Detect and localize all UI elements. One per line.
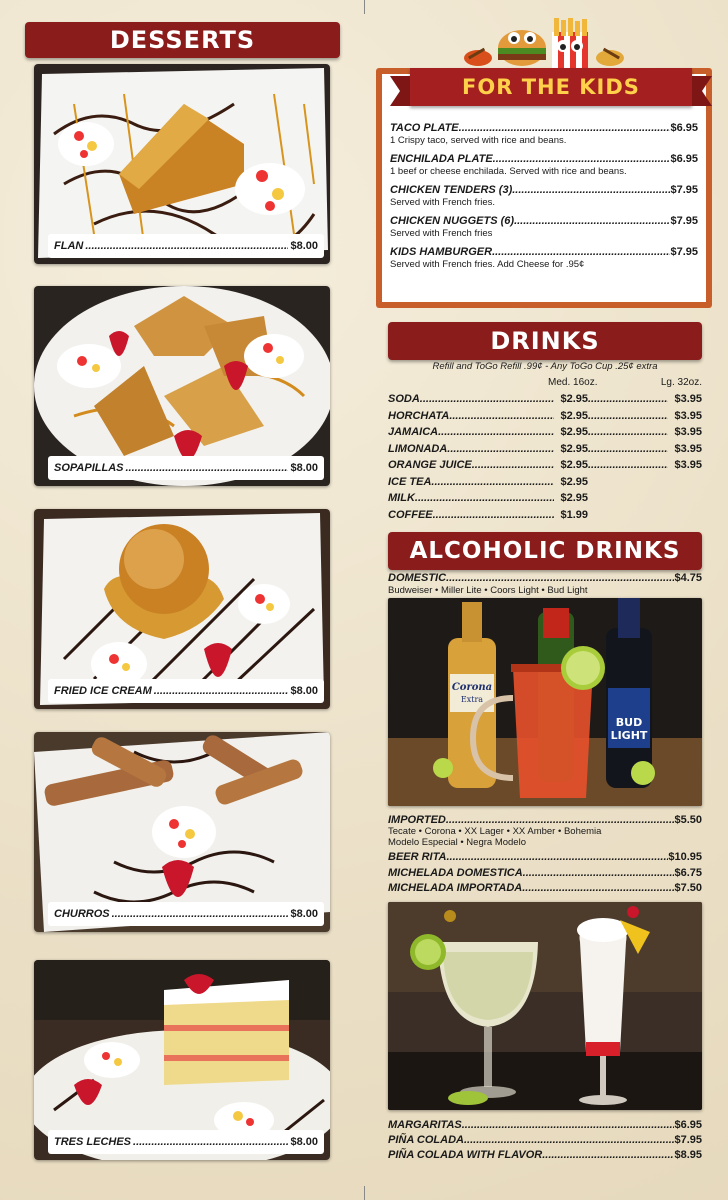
kids-menu-list: [390, 122, 698, 277]
item-price: $8.00: [290, 1136, 318, 1148]
item-price: $10.95: [668, 851, 702, 863]
item-name: MICHELADA IMPORTADA: [388, 882, 523, 894]
drink-row-jamaica: [388, 424, 702, 441]
leader-dots: [588, 426, 668, 438]
leader-dots: [154, 685, 289, 697]
dessert-card-tres-leches: [34, 960, 330, 1160]
menu-item-beer-rita: [388, 851, 702, 863]
item-name: TRES LECHES: [54, 1136, 132, 1148]
item-price: $8.95: [674, 1149, 702, 1161]
item-price: $7.95: [670, 184, 698, 196]
drink-row-orange-juice: [388, 457, 702, 474]
price-large: $3.95: [674, 459, 702, 472]
item-price: $5.50: [674, 814, 702, 826]
leader-dots: [588, 393, 668, 405]
item-price: $8.00: [290, 462, 318, 474]
leader-dots: [462, 1119, 675, 1131]
menu-item-fried-ice-cream: [48, 679, 324, 703]
price-medium: $2.95: [560, 426, 588, 439]
item-name: MARGARITAS: [388, 1119, 462, 1131]
leader-dots: [464, 1134, 674, 1146]
cocktails-photo: [388, 902, 702, 1110]
drinks-heading: DRINKS: [388, 322, 702, 360]
item-name: CHURROS: [54, 908, 110, 920]
item-price: $6.95: [670, 122, 698, 134]
item-name: ICE TEA: [388, 475, 432, 488]
dessert-card-sopapillas: [34, 286, 330, 486]
price-large: $3.95: [674, 442, 702, 455]
page-fold-mark: [364, 1186, 365, 1200]
leader-dots: [472, 459, 554, 471]
price-medium: $2.95: [560, 393, 588, 406]
menu-item-domestic: [388, 572, 702, 584]
price-medium: $2.95: [560, 409, 588, 422]
item-description: Served with French fries: [390, 228, 493, 239]
menu-item-chicken-nuggets: [390, 215, 698, 239]
leader-dots: [85, 240, 288, 252]
item-name: ENCHILADA PLATE: [390, 153, 493, 165]
price-large: $3.95: [674, 426, 702, 439]
bud-light-label-text: LIGHT: [610, 729, 648, 742]
price-medium: $2.95: [560, 492, 588, 505]
dessert-card-flan: [34, 64, 330, 264]
corona-label-text: Corona: [451, 682, 493, 693]
leader-dots: [459, 122, 671, 134]
alcoholic-drinks-heading: ALCOHOLIC DRINKS: [388, 532, 702, 570]
item-name: ORANGE JUICE: [388, 459, 472, 472]
item-name: PIÑA COLADA: [388, 1134, 464, 1146]
domestic-beer-list: Budweiser • Miller Lite • Coors Light • Bud Light: [388, 585, 588, 596]
item-price: $7.95: [670, 246, 698, 258]
item-description: Served with French fries.: [390, 197, 496, 208]
kids-heading: FOR THE KIDS: [410, 68, 692, 106]
price-medium: $2.95: [560, 442, 588, 455]
menu-item-sopapillas: [48, 456, 324, 480]
menu-item-michelada-importada: [388, 882, 702, 894]
menu-item-tres-leches: [48, 1130, 324, 1154]
leader-dots: [588, 459, 668, 471]
size-large-label: Lg. 32oz.: [660, 377, 702, 388]
item-name: DOMESTIC: [388, 572, 447, 584]
drink-row-soda: [388, 391, 702, 408]
item-price: $8.00: [290, 685, 318, 697]
drink-row-ice-tea: [388, 474, 702, 491]
menu-item-michelada-domestica: [388, 867, 702, 879]
margarita-pina-colada-photo: [388, 902, 702, 1110]
kids-menu-box: [376, 68, 712, 308]
item-price: $7.95: [670, 215, 698, 227]
leader-dots: [588, 443, 668, 455]
item-price: $7.95: [674, 1134, 702, 1146]
imported-beer-list-line2: Modelo Especial • Negra Modelo: [388, 837, 526, 848]
leader-dots: [415, 492, 554, 504]
beer-photo: [388, 598, 702, 806]
leader-dots: [523, 867, 675, 879]
item-description: 1 beef or cheese enchilada. Served with rice and beans.: [390, 166, 627, 177]
beer-bottles-michelada-photo: [388, 598, 702, 806]
item-name: TACO PLATE: [390, 122, 459, 134]
leader-dots: [447, 443, 554, 455]
drink-row-horchata: [388, 408, 702, 425]
item-name: SOPAPILLAS: [54, 462, 124, 474]
leader-dots: [446, 851, 668, 863]
item-description: Served with French fries. Add Cheese for .95¢: [390, 259, 585, 270]
menu-item-imported: [388, 814, 702, 826]
item-price: $7.50: [674, 882, 702, 894]
leader-dots: [449, 410, 554, 422]
leader-dots: [522, 882, 674, 894]
menu-item-chicken-tenders: [390, 184, 698, 208]
item-name: JAMAICA: [388, 426, 439, 439]
page-fold-mark: [364, 0, 365, 14]
item-price: $4.75: [674, 572, 702, 584]
item-name: LIMONADA: [388, 442, 448, 455]
dessert-card-fried-ice-cream: [34, 509, 330, 709]
leader-dots: [431, 476, 554, 488]
leader-dots: [446, 814, 675, 826]
leader-dots: [125, 462, 288, 474]
item-description: 1 Crispy taco, served with rice and beans.: [390, 135, 567, 146]
leader-dots: [493, 153, 671, 165]
kids-food-mascots-illustration: [460, 18, 630, 70]
leader-dots: [542, 1149, 674, 1161]
item-name: PIÑA COLADA WITH FLAVOR: [388, 1149, 543, 1161]
menu-item-pina-colada-with-flavor: [388, 1149, 702, 1161]
item-name: FLAN: [54, 240, 84, 252]
size-medium-label: Med. 16oz.: [548, 377, 598, 388]
leader-dots: [438, 426, 554, 438]
item-price: $8.00: [290, 240, 318, 252]
item-price: $6.95: [670, 153, 698, 165]
leader-dots: [492, 246, 670, 258]
menu-item-kids-hamburger: [390, 246, 698, 270]
item-name: FRIED ICE CREAM: [54, 685, 152, 697]
leader-dots: [514, 215, 670, 227]
item-name: MILK: [388, 492, 415, 505]
menu-item-pina-colada: [388, 1134, 702, 1146]
menu-item-taco-plate: [390, 122, 698, 146]
item-name: CHICKEN NUGGETS (6): [390, 215, 515, 227]
corona-extra-text: Extra: [460, 695, 484, 704]
item-name: COFFEE: [388, 508, 433, 521]
item-name: IMPORTED: [388, 814, 446, 826]
leader-dots: [112, 908, 289, 920]
bud-light-label-text: BUD: [615, 716, 643, 729]
item-price: $8.00: [290, 908, 318, 920]
price-medium: $2.95: [560, 475, 588, 488]
item-name: BEER RITA: [388, 851, 447, 863]
desserts-heading: DESSERTS: [25, 22, 340, 58]
refill-note: Refill and ToGo Refill .99¢ - Any ToGo Cup .25¢ extra: [432, 361, 658, 372]
menu-item-margaritas: [388, 1119, 702, 1131]
drink-row-milk: [388, 490, 702, 507]
drinks-price-list: [388, 391, 702, 523]
item-name: CHICKEN TENDERS (3): [390, 184, 513, 196]
price-medium: $2.95: [560, 459, 588, 472]
leader-dots: [433, 509, 554, 521]
leader-dots: [512, 184, 670, 196]
item-name: MICHELADA DOMESTICA: [388, 867, 523, 879]
menu-item-churros: [48, 902, 324, 926]
drink-row-coffee: [388, 507, 702, 524]
item-name: SODA: [388, 393, 420, 406]
item-name: KIDS HAMBURGER: [390, 246, 493, 258]
imported-beer-list-line1: Tecate • Corona • XX Lager • XX Amber • Bohemia: [388, 826, 602, 837]
price-medium: $1.99: [560, 508, 588, 521]
leader-dots: [446, 572, 674, 584]
item-name: HORCHATA: [388, 409, 450, 422]
price-large: $3.95: [674, 393, 702, 406]
item-price: $6.75: [674, 867, 702, 879]
menu-item-enchilada-plate: [390, 153, 698, 177]
dessert-card-churros: [34, 732, 330, 932]
item-price: $6.95: [674, 1119, 702, 1131]
price-large: $3.95: [674, 409, 702, 422]
drink-row-limonada: [388, 441, 702, 458]
leader-dots: [133, 1136, 288, 1148]
leader-dots: [420, 393, 554, 405]
leader-dots: [588, 410, 668, 422]
menu-item-flan: [48, 234, 324, 258]
